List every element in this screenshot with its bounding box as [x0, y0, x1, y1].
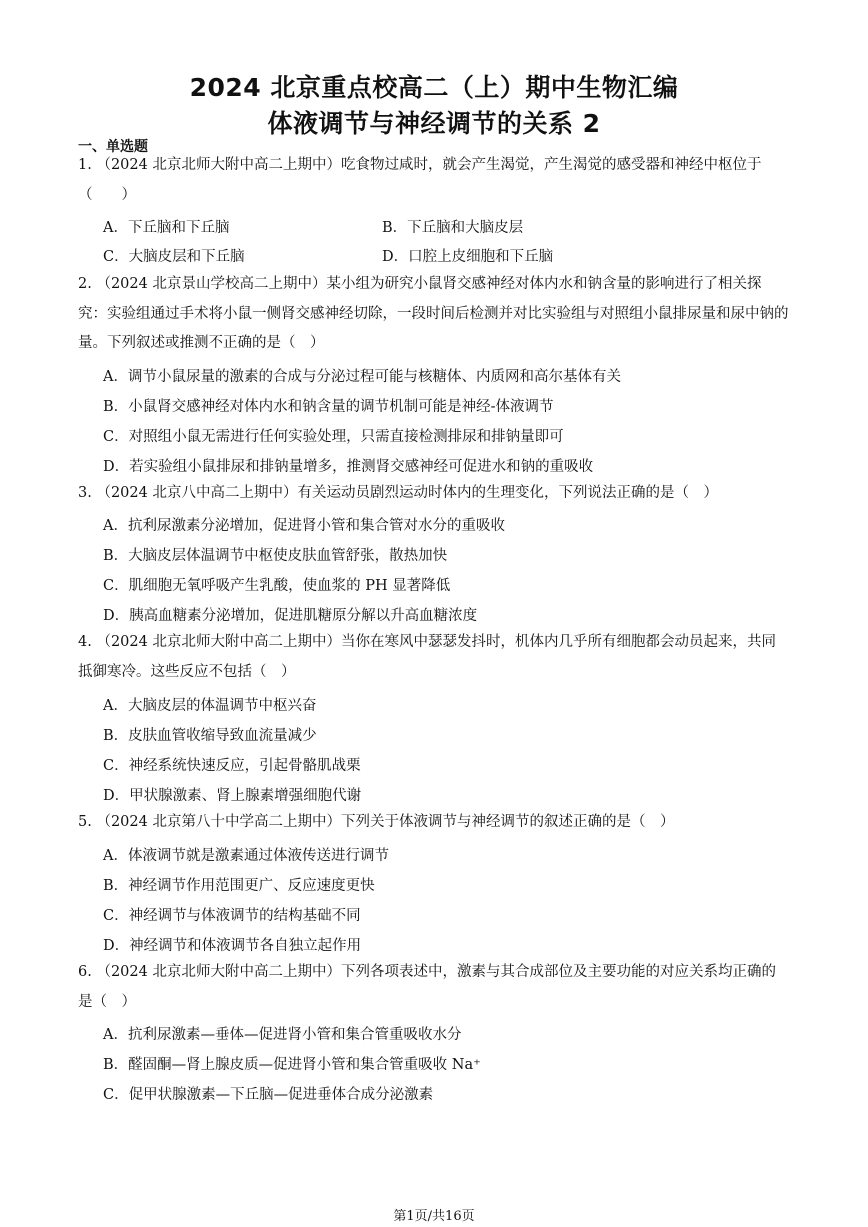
option-c: C．肌细胞无氧呼吸产生乳酸，使血浆的 PH 显著降低	[103, 578, 451, 594]
option-a: A．体液调节就是激素通过体液传送进行调节	[103, 848, 389, 864]
option-b: B．醛固酮—肾上腺皮质—促进肾小管和集合管重吸收 Na⁺	[103, 1057, 481, 1073]
question-6	[78, 958, 790, 1017]
option-d: D．胰高血糖素分泌增加，促进肌糖原分解以升高血糖浓度	[103, 608, 478, 624]
question-2	[78, 270, 790, 359]
question-5	[78, 808, 790, 838]
option-d: D．若实验组小鼠排尿和排钠量增多，推测肾交感神经可促进水和钠的重吸收	[103, 459, 594, 475]
option-c: C．对照组小鼠无需进行任何实验处理，只需直接检测排尿和排钠量即可	[103, 429, 564, 445]
section-heading: 一、单选题	[78, 139, 148, 155]
option-a: A．大脑皮层的体温调节中枢兴奋	[103, 698, 317, 714]
option-c: C．促甲状腺激素—下丘脑—促进垂体合成分泌激素	[103, 1087, 434, 1103]
option-c: C．大脑皮层和下丘脑	[103, 249, 245, 265]
option-a: A．下丘脑和下丘脑	[103, 220, 230, 236]
question-stem: 3. （2024 北京八中高二上期中）有关运动员剧烈运动时体内的生理变化，下列说法正确的是（ ）	[78, 485, 718, 501]
document-subtitle: 体液调节与神经调节的关系 2	[267, 109, 601, 138]
question-stem: 1. （2024 北京北师大附中高二上期中）吃食物过咸时，就会产生渴觉，产生渴觉的感受器和神经中枢位于（ ）	[78, 157, 762, 203]
option-d: D．神经调节和体液调节各自独立起作用	[103, 938, 362, 954]
option-b: B．大脑皮层体温调节中枢使皮肤血管舒张，散热加快	[103, 548, 448, 564]
document-title: 2024 北京重点校高二（上）期中生物汇编	[189, 73, 679, 102]
question-stem: 6. （2024 北京北师大附中高二上期中）下列各项表述中，激素与其合成部位及主要功能的对应关系均正确的是（ ）	[78, 964, 776, 1010]
option-a: A．抗利尿激素分泌增加，促进肾小管和集合管对水分的重吸收	[103, 518, 505, 534]
option-b: B．皮肤血管收缩导致血流量减少	[103, 728, 317, 744]
question-stem: 2. （2024 北京景山学校高二上期中）某小组为研究小鼠肾交感神经对体内水和钠含量的影响进行了相关探究：实验组通过手术将小鼠一侧肾交感神经切除，一段时间后检测并对比实验组与对照组小鼠排尿量和尿中钠的量。下列叙述或推测不正确的是（ ）	[78, 276, 789, 351]
option-b: B．下丘脑和大脑皮层	[382, 220, 524, 236]
question-4	[78, 628, 790, 687]
option-b: B．小鼠肾交感神经对体内水和钠含量的调节机制可能是神经-体液调节	[103, 399, 554, 415]
option-d: D．甲状腺激素、肾上腺素增强细胞代谢	[103, 788, 362, 804]
question-stem: 5. （2024 北京第八十中学高二上期中）下列关于体液调节与神经调节的叙述正确的是（ ）	[78, 814, 675, 830]
option-a: A．抗利尿激素—垂体—促进肾小管和集合管重吸收水分	[103, 1027, 462, 1043]
option-d: D．口腔上皮细胞和下丘脑	[382, 249, 554, 265]
option-a: A．调节小鼠尿量的激素的合成与分泌过程可能与核糖体、内质网和高尔基体有关	[103, 369, 621, 385]
question-1	[78, 151, 790, 210]
option-b: B．神经调节作用范围更广、反应速度更快	[103, 878, 375, 894]
page-number: 第1页/共16页	[393, 1209, 475, 1224]
question-3	[78, 479, 790, 509]
option-c: C．神经系统快速反应，引起骨骼肌战栗	[103, 758, 361, 774]
option-c: C．神经调节与体液调节的结构基础不同	[103, 908, 361, 924]
question-stem: 4. （2024 北京北师大附中高二上期中）当你在寒风中瑟瑟发抖时，机体内几乎所有细胞都会动员起来，共同抵御寒冷。这些反应不包括（ ）	[78, 634, 776, 680]
